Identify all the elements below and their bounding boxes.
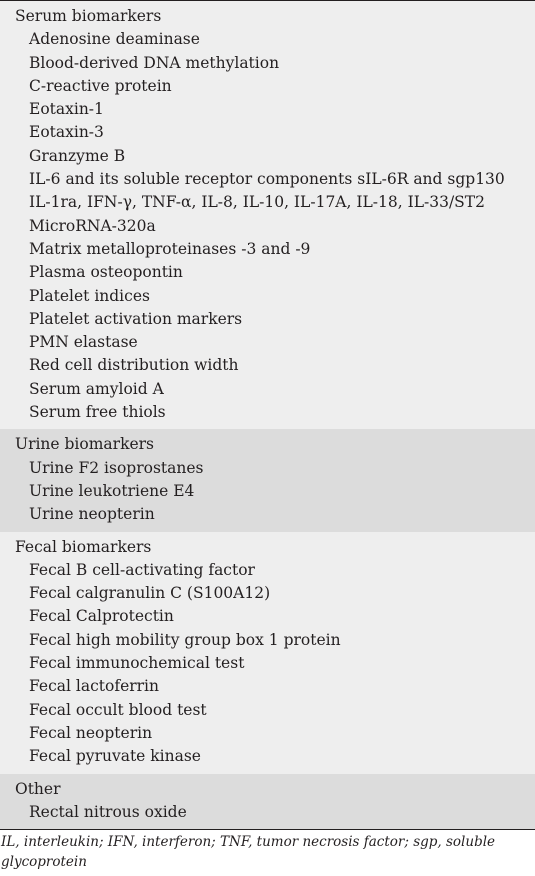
list-item: Plasma osteopontin [29,263,183,282]
list-item: Rectal nitrous oxide [29,802,187,821]
list-item: Serum free thiols [29,403,166,422]
section-fecal-biomarkers [0,532,535,774]
list-item: Red cell distribution width [29,356,239,375]
list-item: Platelet indices [29,286,150,305]
list-item: IL-6 and its soluble receptor components sIL-6R and sgp130 [29,170,505,189]
section-serum-biomarkers [0,1,535,429]
list-item: Fecal lactoferrin [29,677,159,696]
table-footnote: IL, interleukin; IFN, interferon; TNF, tumor necrosis factor; sgp, soluble glycoprotein [1,834,496,871]
list-item: Urine F2 isoprostanes [29,458,204,477]
list-item: Fecal pyruvate kinase [29,747,201,766]
list-item: PMN elastase [29,333,138,352]
list-item: Urine neopterin [29,505,155,524]
list-item: Fecal neopterin [29,723,153,742]
list-item: Eotaxin-3 [29,123,104,142]
list-item: Fecal occult blood test [29,700,207,719]
section-other [0,774,535,830]
section-title: Fecal biomarkers [15,537,152,556]
section-title: Serum biomarkers [15,7,162,25]
list-item: Platelet activation markers [29,309,243,328]
list-item: Eotaxin-1 [29,100,104,119]
list-item: IL-1ra, IFN-γ, TNF-α, IL-8, IL-10, IL-17A, IL-18, IL-33/ST2 [29,193,486,212]
list-item: Fecal high mobility group box 1 protein [29,630,341,649]
section-title: Other [15,779,61,798]
list-item: MicroRNA-320a [29,216,156,235]
list-item: Fecal calgranulin C (S100A12) [29,584,271,603]
list-item: C-reactive protein [29,76,172,95]
list-item: Serum amyloid A [29,379,164,398]
list-item: Adenosine deaminase [29,30,200,49]
list-item: Fecal Calprotectin [29,607,174,626]
list-item: Blood-derived DNA methylation [29,53,280,72]
list-item: Matrix metalloproteinases -3 and -9 [29,239,311,258]
section-urine-biomarkers [0,429,535,531]
list-item: Granzyme B [29,146,126,165]
list-item: Urine leukotriene E4 [29,481,195,500]
section-title: Urine biomarkers [15,435,155,454]
list-item: Fecal B cell-activating factor [29,560,255,579]
list-item: Fecal immunochemical test [29,654,245,673]
